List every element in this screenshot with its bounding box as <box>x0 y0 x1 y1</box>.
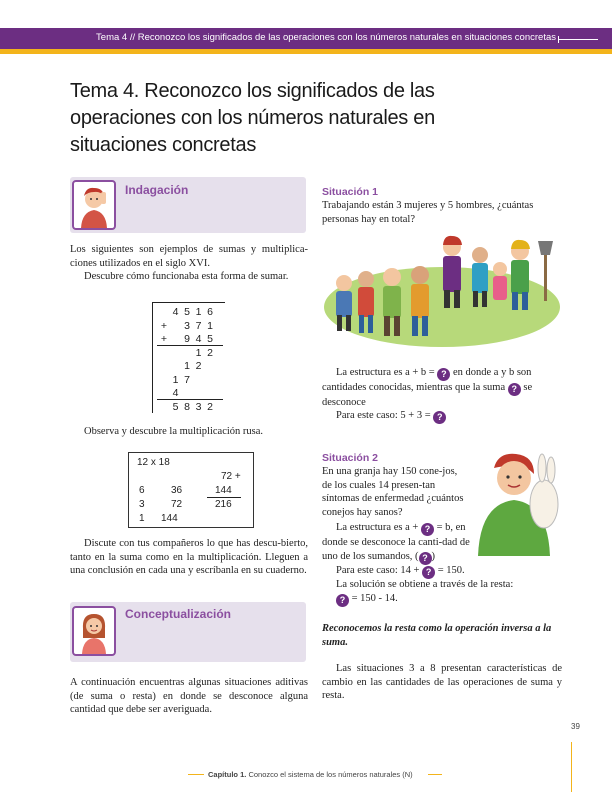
sum-digit: 5 <box>207 333 213 345</box>
russian-right-3: 216 <box>215 499 232 510</box>
page-title <box>70 78 450 159</box>
rabbit-body <box>530 480 558 528</box>
russian-left-2a: 3 <box>139 499 145 510</box>
girl-avatar <box>72 606 116 656</box>
russian-left-1a: 6 <box>139 485 145 496</box>
thinking-person-icon <box>74 182 114 228</box>
sum-digit: 3 <box>195 400 202 413</box>
sum-digit: 2 <box>207 346 213 359</box>
sum-digit: 2 <box>207 400 213 413</box>
sum-digit: 1 <box>172 373 179 386</box>
sum-digit: 5 <box>184 306 190 318</box>
indagacion-title: Indagación <box>125 183 189 197</box>
russian-left-2b: 72 <box>171 499 183 510</box>
workers-illustration <box>322 235 562 349</box>
situacion-1-structure: La estructura es a + b = ? en donde a y b son cantidades conocidas, mientras que la suma ? se desconoce <box>322 367 533 408</box>
sum-row <box>153 333 223 346</box>
russian-header: 12 x 18 <box>137 457 170 468</box>
eye <box>518 475 521 478</box>
page-margin-rule <box>571 742 572 792</box>
sum-digit: 1 <box>207 319 213 332</box>
russian-right-1: 72 + <box>221 471 241 482</box>
russian-left-3b: 144 <box>161 513 178 524</box>
sum-row <box>153 320 223 333</box>
russian-right-2: 144 <box>215 485 232 496</box>
conclusion-emphasis: Reconocemos la resta como la operación inversa a la suma. <box>322 623 552 648</box>
girl-icon <box>74 608 114 654</box>
indagacion-paragraph-2: Descubre cómo funcionaba esta forma de sumar. <box>84 271 289 282</box>
running-title: Tema 4 // Reconozco los significados de las operaciones con los números naturales en situaciones concretas <box>96 32 556 43</box>
title-line-1: Tema 4. Reconozco los significados de las <box>70 80 435 102</box>
thinking-person-avatar <box>72 180 116 230</box>
sum-row <box>153 401 223 414</box>
situacion-1-title: Situación 1 <box>322 186 379 198</box>
page-number: 39 <box>571 722 580 731</box>
header-bar <box>0 28 612 49</box>
conclusion-paragraph: Las situaciones 3 a 8 presentan características de cambio en las cantidades de las operaciones de suma y resta. <box>322 663 562 701</box>
sum-digit: 2 <box>195 360 202 372</box>
footer-chapter-label: Capítulo 1. <box>208 770 247 779</box>
sum-digit: 4 <box>172 387 179 399</box>
indagacion-paragraph-3: Observa y descubre la multiplicación rusa. <box>84 426 264 437</box>
situacion-2-case: Para este caso: 14 + ? = 150. <box>336 565 465 577</box>
footer-chapter-title: Conozco el sistema de los números naturales (N) <box>248 770 413 779</box>
situacion-2-problem: En una granja hay 150 cone-jos, de los cuales 14 presen-tan síntomas de enfermedad ¿cuántos conejos hay sanos? <box>322 466 464 518</box>
situacion-2-structure: La estructura es a + ? = b, en donde se desconoce la canti-dad de uno de los sumandos, ( ? ) <box>322 522 470 563</box>
sum-digit: 5 <box>172 400 179 413</box>
sum-digit: 6 <box>207 306 213 318</box>
conceptualizacion-paragraph-1: A continuación encuentras algunas situaciones aditivas (de suma o resta) en donde se desconoce alguna cantidad que debe ser averiguada. <box>70 677 308 715</box>
footer-rule-left <box>188 774 204 775</box>
question-mark-icon: ? <box>433 411 446 424</box>
sum-digit: 8 <box>184 400 190 413</box>
russian-left-3a: 1 <box>139 513 145 524</box>
sixteenth-century-addition <box>152 302 225 413</box>
sum-row <box>153 387 223 400</box>
title-line-2: operaciones con los números naturales en <box>70 107 435 129</box>
conceptualizacion-title: Conceptualización <box>125 607 232 621</box>
person-7 <box>493 262 507 300</box>
sum-digit: 1 <box>184 360 190 372</box>
indagacion-paragraph-4: Discute con tus compañeros lo que has descu-bierto, tanto en la suma como en la multiplicación. Lleguen a una conclusión en cada una y escríbanla en su cuaderno. <box>70 538 308 576</box>
situacion-1-problem: Trabajando están 3 mujeres y 5 hombres, ¿cuántas personas hay en total? <box>322 200 534 225</box>
russian-left-1b: 36 <box>171 485 183 496</box>
header-accent-stripe <box>0 49 612 54</box>
sum-row <box>153 306 223 319</box>
face <box>497 461 531 495</box>
sum-digit: + <box>160 319 168 332</box>
situacion-2-solution: La solución se obtiene a través de la resta: <box>336 579 514 590</box>
indagacion-paragraph-1: Los siguientes son ejemplos de sumas y multiplica-ciones utilizados en el siglo XVI. <box>70 244 308 269</box>
question-mark-icon: ? <box>422 566 435 579</box>
sum-digit: 1 <box>195 306 202 318</box>
rabbit-ear <box>538 454 546 482</box>
russian-sum-rule <box>207 497 241 498</box>
sum-digit: 1 <box>195 346 202 359</box>
sum-row <box>153 360 223 373</box>
header-rule <box>558 39 598 40</box>
sum-digit: 7 <box>195 319 202 332</box>
situacion-2-solution-equation: ? = 150 - 14. <box>336 592 560 607</box>
sum-digit: 7 <box>184 373 190 386</box>
sum-digit: 9 <box>184 333 190 345</box>
question-mark-icon: ? <box>437 368 450 381</box>
russian-multiplication <box>128 452 254 528</box>
sum-digit: + <box>160 333 168 345</box>
sum-digit: 4 <box>172 306 179 318</box>
footer-rule-right <box>428 774 442 775</box>
footer-chapter <box>208 770 413 779</box>
shovel-blade <box>538 241 553 255</box>
sum-row <box>153 347 223 360</box>
situacion-1-case: Para este caso: 5 + 3 = ? <box>336 409 560 424</box>
question-mark-icon: ? <box>508 383 521 396</box>
question-mark-icon: ? <box>419 552 432 565</box>
rabbit-ear <box>547 457 555 483</box>
sum-row <box>153 374 223 387</box>
title-line-3: situaciones concretas <box>70 134 257 156</box>
sum-digit: 4 <box>195 333 202 345</box>
question-mark-icon: ? <box>336 594 349 607</box>
eye <box>506 475 509 478</box>
situacion-2-title: Situación 2 <box>322 452 379 464</box>
question-mark-icon: ? <box>421 523 434 536</box>
sum-digit: 3 <box>184 319 190 332</box>
